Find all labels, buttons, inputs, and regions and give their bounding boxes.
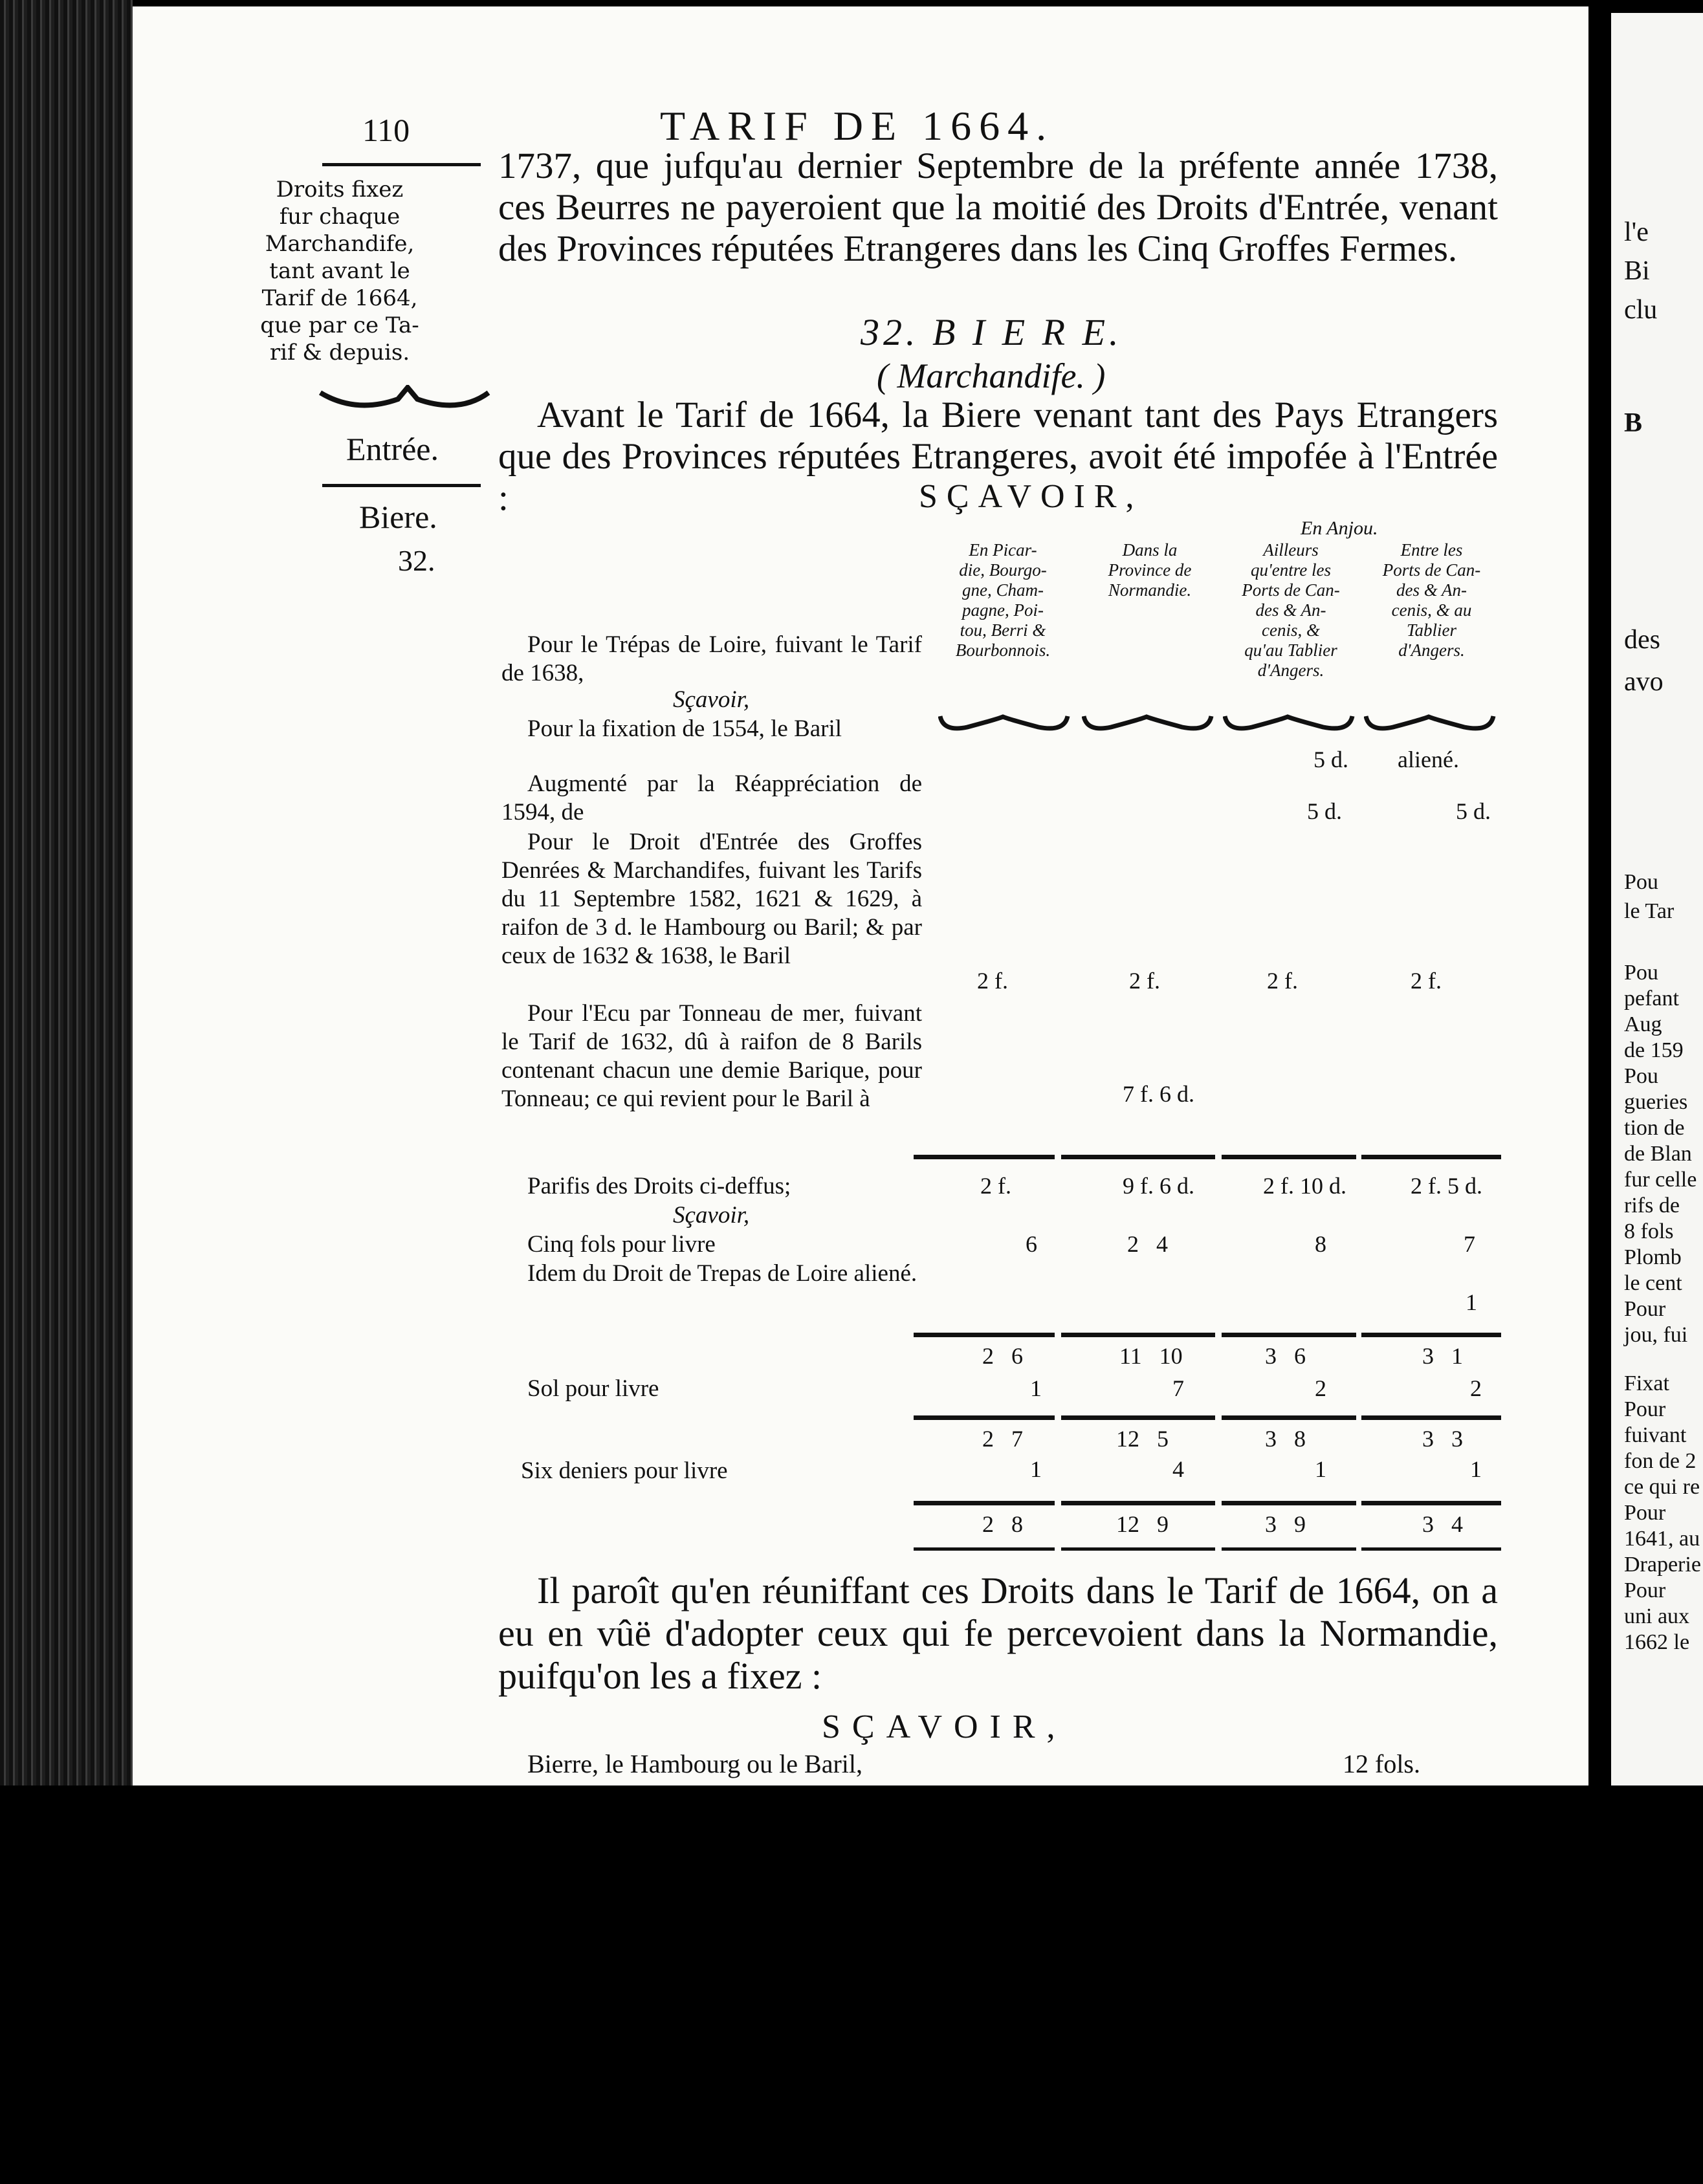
row-label: Sol pour livre xyxy=(527,1375,659,1402)
row-label-line: Pour le Trépas de Loire, fuivant le xyxy=(527,631,868,658)
facing-page xyxy=(1611,13,1703,1785)
facing-page-text: le Tar xyxy=(1624,899,1675,923)
intro-paragraph: 1737, que jufqu'au dernier Septembre de la préfente année 1738, ces Beurres ne payeroient que la moitié des Droits d'Entrée, venant des Provinces réputées Etrangeres dans les Cinq Groffes Fermes. xyxy=(498,146,1498,269)
column-header xyxy=(1223,540,1359,681)
facing-page-text: de 159 xyxy=(1624,1038,1684,1062)
section-heading: 32. B I E R E. xyxy=(861,311,1123,353)
column-header-line: cenis, & xyxy=(1262,620,1320,640)
column-header xyxy=(1362,540,1501,661)
facing-page-text: 8 fols xyxy=(1624,1219,1674,1243)
row-label: Pour l'Ecu par Tonneau de mer, fuivant le Tarif de 1632, dû à raifon de 8 Barils contenant chacun une demie Barique, pour Tonneau; ce qui revient pour le Baril à xyxy=(501,1000,922,1112)
column-header-line: pagne, Poi- xyxy=(962,600,1044,620)
table-cell: 2 f. 10 d. xyxy=(1263,1173,1346,1199)
facing-page-text: 1662 le xyxy=(1624,1630,1690,1654)
table-rule xyxy=(1222,1501,1356,1505)
table-cell: 11 10 xyxy=(1119,1343,1183,1369)
margin-note-line: Marchandife, xyxy=(265,231,415,257)
table-rule xyxy=(1361,1155,1501,1159)
table-cell: 2 xyxy=(1470,1375,1482,1401)
margin-brace-ornament xyxy=(317,385,492,417)
row-label-line: Augmenté par la Réappréciation xyxy=(527,770,880,797)
column-header-line: Ports de Can- xyxy=(1382,560,1481,580)
table-cell: 1 xyxy=(1315,1456,1326,1482)
table-rule xyxy=(1061,1415,1215,1420)
facing-page-text: clu xyxy=(1624,295,1658,325)
running-title: TARIF DE 1664. xyxy=(660,103,1055,149)
facing-page-text: Pour xyxy=(1624,1578,1666,1602)
column-header xyxy=(938,540,1068,661)
facing-page-text: avo xyxy=(1624,667,1664,697)
table-cell: 2 f. xyxy=(977,968,1008,994)
facing-page-text: fuivant xyxy=(1624,1423,1687,1447)
column-header-line: Bourbonnois. xyxy=(955,640,1051,660)
row-label xyxy=(501,715,922,743)
column-brace xyxy=(1364,713,1497,739)
facing-page-text: gueries xyxy=(1624,1090,1688,1114)
row-label-line: de 1594, de xyxy=(501,770,922,825)
column-header-line: Entre les xyxy=(1400,540,1463,560)
book-binding xyxy=(0,0,133,1785)
facing-page-text: tion de xyxy=(1624,1116,1685,1140)
facing-page-text: Pour xyxy=(1624,1397,1666,1421)
column-brace xyxy=(938,713,1071,739)
facing-page-text: l'e xyxy=(1624,217,1649,247)
table-rule xyxy=(1222,1415,1356,1420)
table-cell: 2 6 xyxy=(982,1343,1023,1369)
column-header xyxy=(1082,540,1218,600)
facing-page-text: B xyxy=(1624,408,1643,438)
table-rule xyxy=(1361,1547,1501,1551)
facing-page-text: rifs de xyxy=(1624,1194,1680,1218)
table-cell: 3 9 xyxy=(1265,1511,1306,1537)
facing-page-text: Fixat xyxy=(1624,1371,1669,1395)
column-header-line: Ailleurs xyxy=(1263,540,1319,560)
facing-page-text: des xyxy=(1624,625,1660,655)
table-rule xyxy=(914,1333,1055,1337)
column-header-line: die, Bourgo- xyxy=(959,560,1047,580)
row-label-line: Idem du Droit de Trepas de Loire xyxy=(527,1260,848,1287)
table-cell: 2 f. xyxy=(1411,968,1442,994)
table-cell: 1 xyxy=(1030,1456,1042,1482)
row-label: Sçavoir, xyxy=(673,1202,750,1228)
margin-note-line: tant avant le xyxy=(269,258,410,284)
column-header-line: Province de xyxy=(1108,560,1192,580)
facing-page-text: jou, fui xyxy=(1624,1323,1688,1347)
table-cell: 6 xyxy=(1026,1231,1037,1257)
table-cell: 2 xyxy=(1315,1375,1326,1401)
table-cell: 2 7 xyxy=(982,1426,1023,1452)
margin-note-line: rif & depuis. xyxy=(269,340,410,366)
table-cell: 3 8 xyxy=(1265,1426,1306,1452)
facing-page-text: Pou xyxy=(1624,961,1658,985)
row-label xyxy=(501,631,922,688)
table-cell: 9 f. 6 d. xyxy=(1123,1173,1194,1199)
row-label-line: aliené. xyxy=(853,1260,917,1287)
table-cell: 8 xyxy=(1315,1231,1326,1257)
column-header-line: Ports de Can- xyxy=(1242,580,1340,600)
table-rule xyxy=(1222,1155,1356,1159)
table-rule xyxy=(1361,1415,1501,1420)
column-header-line: Normandie. xyxy=(1108,580,1192,600)
margin-note-line: Droits fixez xyxy=(276,177,404,202)
column-header-line: Tablier xyxy=(1406,620,1457,640)
margin-item-number: 32. xyxy=(398,544,435,577)
margin-rule xyxy=(322,163,481,166)
table-cell: 1 xyxy=(1030,1375,1042,1401)
column-header-line: d'Angers. xyxy=(1257,661,1324,680)
table-rule xyxy=(1222,1547,1356,1551)
column-header-line: gne, Cham- xyxy=(962,580,1044,600)
facing-page-text: fur celle xyxy=(1624,1168,1697,1192)
row-label-line: Tarif de 1638, xyxy=(501,631,922,686)
column-header-line: tou, Berri & xyxy=(960,620,1046,640)
table-cell: 5 d. xyxy=(1313,747,1348,772)
facing-page-text: uni aux xyxy=(1624,1604,1690,1628)
facing-page-text: fon de 2 xyxy=(1624,1449,1697,1473)
facing-page-text: pefant xyxy=(1624,987,1679,1010)
table-cell: 5 d. xyxy=(1307,798,1342,824)
row-label-line: Baril xyxy=(794,715,842,742)
table-rule xyxy=(1222,1333,1356,1337)
facing-page-text: de Blan xyxy=(1624,1142,1692,1166)
column-header-line: cenis, & au xyxy=(1391,600,1472,620)
table-cell: aliené. xyxy=(1398,747,1459,772)
table-cell: 2 f. xyxy=(1267,968,1298,994)
column-brace xyxy=(1223,713,1356,739)
facing-page-text: Pour xyxy=(1624,1297,1666,1321)
row-label xyxy=(501,770,922,827)
column-header-line: des & An- xyxy=(1396,580,1467,600)
column-group-header: En Anjou. xyxy=(1301,518,1378,539)
facing-page-text: Pou xyxy=(1624,870,1658,894)
table-cell: 3 4 xyxy=(1422,1511,1463,1537)
row-label-line: Pour la fixation de 1554, le xyxy=(527,715,788,742)
table-cell: 4 xyxy=(1172,1456,1184,1482)
table-rule xyxy=(914,1155,1055,1159)
table-rule xyxy=(1061,1333,1215,1337)
table-cell: 12 5 xyxy=(1116,1426,1169,1452)
closing-savoir-heading: SÇAVOIR, xyxy=(822,1709,1067,1745)
table-rule xyxy=(1061,1155,1215,1159)
margin-note-line: Tarif de 1664, xyxy=(261,285,418,311)
table-cell: 5 d. xyxy=(1456,798,1491,824)
row-label: Six deniers pour livre xyxy=(521,1458,728,1484)
table-rule xyxy=(1361,1333,1501,1337)
column-header-line: qu'entre les xyxy=(1251,560,1331,580)
facing-page-text: Plomb xyxy=(1624,1245,1682,1269)
table-cell: 12 9 xyxy=(1116,1511,1169,1537)
table-cell: 2 f. xyxy=(980,1173,1011,1199)
margin-entry-label: Entrée. xyxy=(346,431,439,467)
column-header-line: En Picar- xyxy=(969,540,1037,560)
facing-page-text: Draperie xyxy=(1624,1553,1701,1577)
facing-page-text: Pou xyxy=(1624,1064,1658,1088)
table-cell: 7 f. 6 d. xyxy=(1123,1081,1194,1107)
final-line-value: 12 fols. xyxy=(1343,1749,1420,1778)
table-cell: 3 3 xyxy=(1422,1426,1463,1452)
column-header-line: des & An- xyxy=(1255,600,1326,620)
table-cell: 2 f. xyxy=(1129,968,1160,994)
column-brace xyxy=(1082,713,1214,739)
facing-page-text: Bi xyxy=(1624,256,1650,286)
facing-page-text: ce qui re xyxy=(1624,1475,1700,1499)
row-label: Pour le Droit d'Entrée des Groffes Denrées & Marchandifes, fuivant les Tarifs du 11 Septembre 1582, 1621 & 1629, à raifon de 3 d. le Hambourg ou Baril; & par ceux de 1632 & 1638, le Baril xyxy=(501,829,922,969)
margin-note-line: que par ce Ta- xyxy=(260,312,419,338)
table-cell: 1 xyxy=(1470,1456,1482,1482)
facing-page-text: Aug xyxy=(1624,1012,1662,1036)
table-cell: 2 f. 5 d. xyxy=(1411,1173,1482,1199)
facing-page-text: 1641, au xyxy=(1624,1527,1700,1551)
table-cell: 3 6 xyxy=(1265,1343,1306,1369)
facing-page-text: le cent xyxy=(1624,1271,1682,1295)
table-rule xyxy=(914,1501,1055,1505)
row-label xyxy=(501,1260,922,1288)
section-paragraph: Avant le Tarif de 1664, la Biere venant tant des Pays Etrangers que des Provinces réputées Etrangeres, avoit été impofée à l'Entrée : xyxy=(498,395,1498,518)
facing-page-text: Pour xyxy=(1624,1501,1666,1525)
section-subheading: ( Marchandife. ) xyxy=(877,356,1106,395)
column-header-line: Dans la xyxy=(1122,540,1178,560)
row-label: Cinq fols pour livre xyxy=(527,1231,716,1258)
table-rule xyxy=(1061,1547,1215,1551)
table-cell: 2 8 xyxy=(982,1511,1023,1537)
table-rule xyxy=(914,1415,1055,1420)
page-number: 110 xyxy=(362,112,410,148)
table-cell: 7 xyxy=(1172,1375,1184,1401)
row-label: Sçavoir, xyxy=(673,686,750,713)
table-cell: 3 1 xyxy=(1422,1343,1463,1369)
margin-item-label: Biere. xyxy=(359,499,437,535)
column-header-line: qu'au Tablier xyxy=(1244,640,1337,660)
margin-note-line: fur chaque xyxy=(279,204,401,230)
savoir-heading: SÇAVOIR, xyxy=(919,478,1143,515)
margin-rule xyxy=(322,484,481,487)
table-cell: 2 4 xyxy=(1127,1231,1168,1257)
closing-paragraph: Il paroît qu'en réuniffant ces Droits dans le Tarif de 1664, on a eu en vûë d'adopter ceux qui fe percevoient dans la Normandie, puifqu'on les a fixez : xyxy=(498,1569,1498,1697)
column-header-line: d'Angers. xyxy=(1398,640,1465,660)
table-rule xyxy=(914,1547,1055,1551)
table-cell: 1 xyxy=(1466,1289,1477,1315)
row-label: Parifis des Droits ci-deffus; xyxy=(527,1173,791,1199)
final-line-label: Bierre, le Hambourg ou le Baril, xyxy=(527,1749,863,1778)
margin-note xyxy=(184,176,495,366)
table-rule xyxy=(1361,1501,1501,1505)
table-rule xyxy=(1061,1501,1215,1505)
table-cell: 7 xyxy=(1464,1231,1475,1257)
